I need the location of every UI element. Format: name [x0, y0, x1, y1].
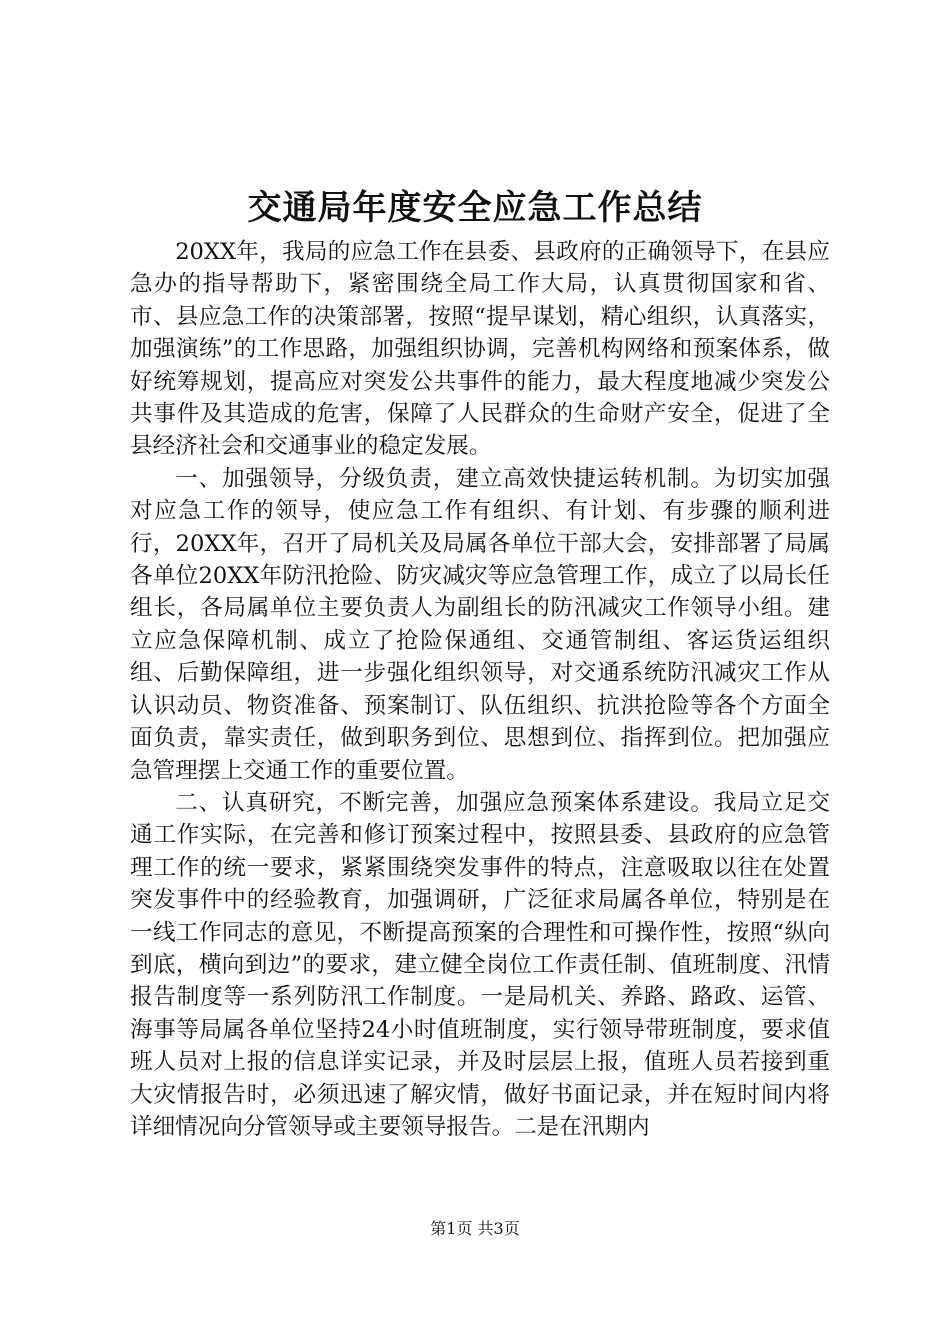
paragraph-section-1: 一、加强领导，分级负责，建立高效快捷运转机制。为切实加强对应急工作的领导，使应急工作有组织、有计划、有步骤的顺利进行，20XX年，召开了局机关及局属各单位干部大会，安排部署了局属各单位20XX年防汛抢险、防灾减灾等应急管理工作，成立了以局长任组长，各局属单位主要负责人为副组长的防汛减灾工作领导小组。建立应急保障机制、成立了抢险保通组、交通管制组、客运货运组织组、后勤保障组，进一步强化组织领导，对交通系统防汛减灾工作从认识动员、物资准备、预案制订、队伍组织、抗洪抢险等各个方面全面负责，靠实责任，做到职务到位、思想到位、指挥到位。把加强应急管理摆上交通工作的重要位置。	[130, 465, 830, 784]
document-title: 交通局年度安全应急工作总结	[247, 188, 703, 228]
paragraph-section-2: 二、认真研究，不断完善，加强应急预案体系建设。我局立足交通工作实际，在完善和修订预案过程中，按照县委、县政府的应急管理工作的统一要求，紧紧围绕突发事件的特点，注意吸取以往在处置突发事件中的经验教育，加强调研，广泛征求局属各单位，特别是在一线工作同志的意见，不断提高预案的合理性和可操作性，按照“纵向到底，横向到边”的要求，建立健全岗位工作责任制、值班制度、汛情报告制度等一系列防汛工作制度。一是局机关、养路、路政、运管、海事等局属各单位坚持24小时值班制度，实行领导带班制度，要求值班人员对上报的信息详实记录，并及时层层上报，值班人员若接到重大灾情报告时，必须迅速了解灾情，做好书面记录，并在短时间内将详细情况向分管领导或主要领导报告。二是在汛期内	[130, 789, 830, 1140]
paragraph-intro: 20XX年，我局的应急工作在县委、县政府的正确领导下，在县应急办的指导帮助下，紧密围绕全局工作大局，认真贯彻国家和省、市、县应急工作的决策部署，按照“提早谋划，精心组织，认真落实，加强演练”的工作思路，加强组织协调，完善机构网络和预案体系，做好统筹规划，提高应对突发公共事件的能力，最大程度地减少突发公共事件及其造成的危害，保障了人民群众的生命财产安全，促进了全县经济社会和交通事业的稳定发展。	[130, 239, 830, 460]
page-footer: 第1页 共3页	[430, 1219, 520, 1238]
document-body	[130, 236, 830, 1143]
